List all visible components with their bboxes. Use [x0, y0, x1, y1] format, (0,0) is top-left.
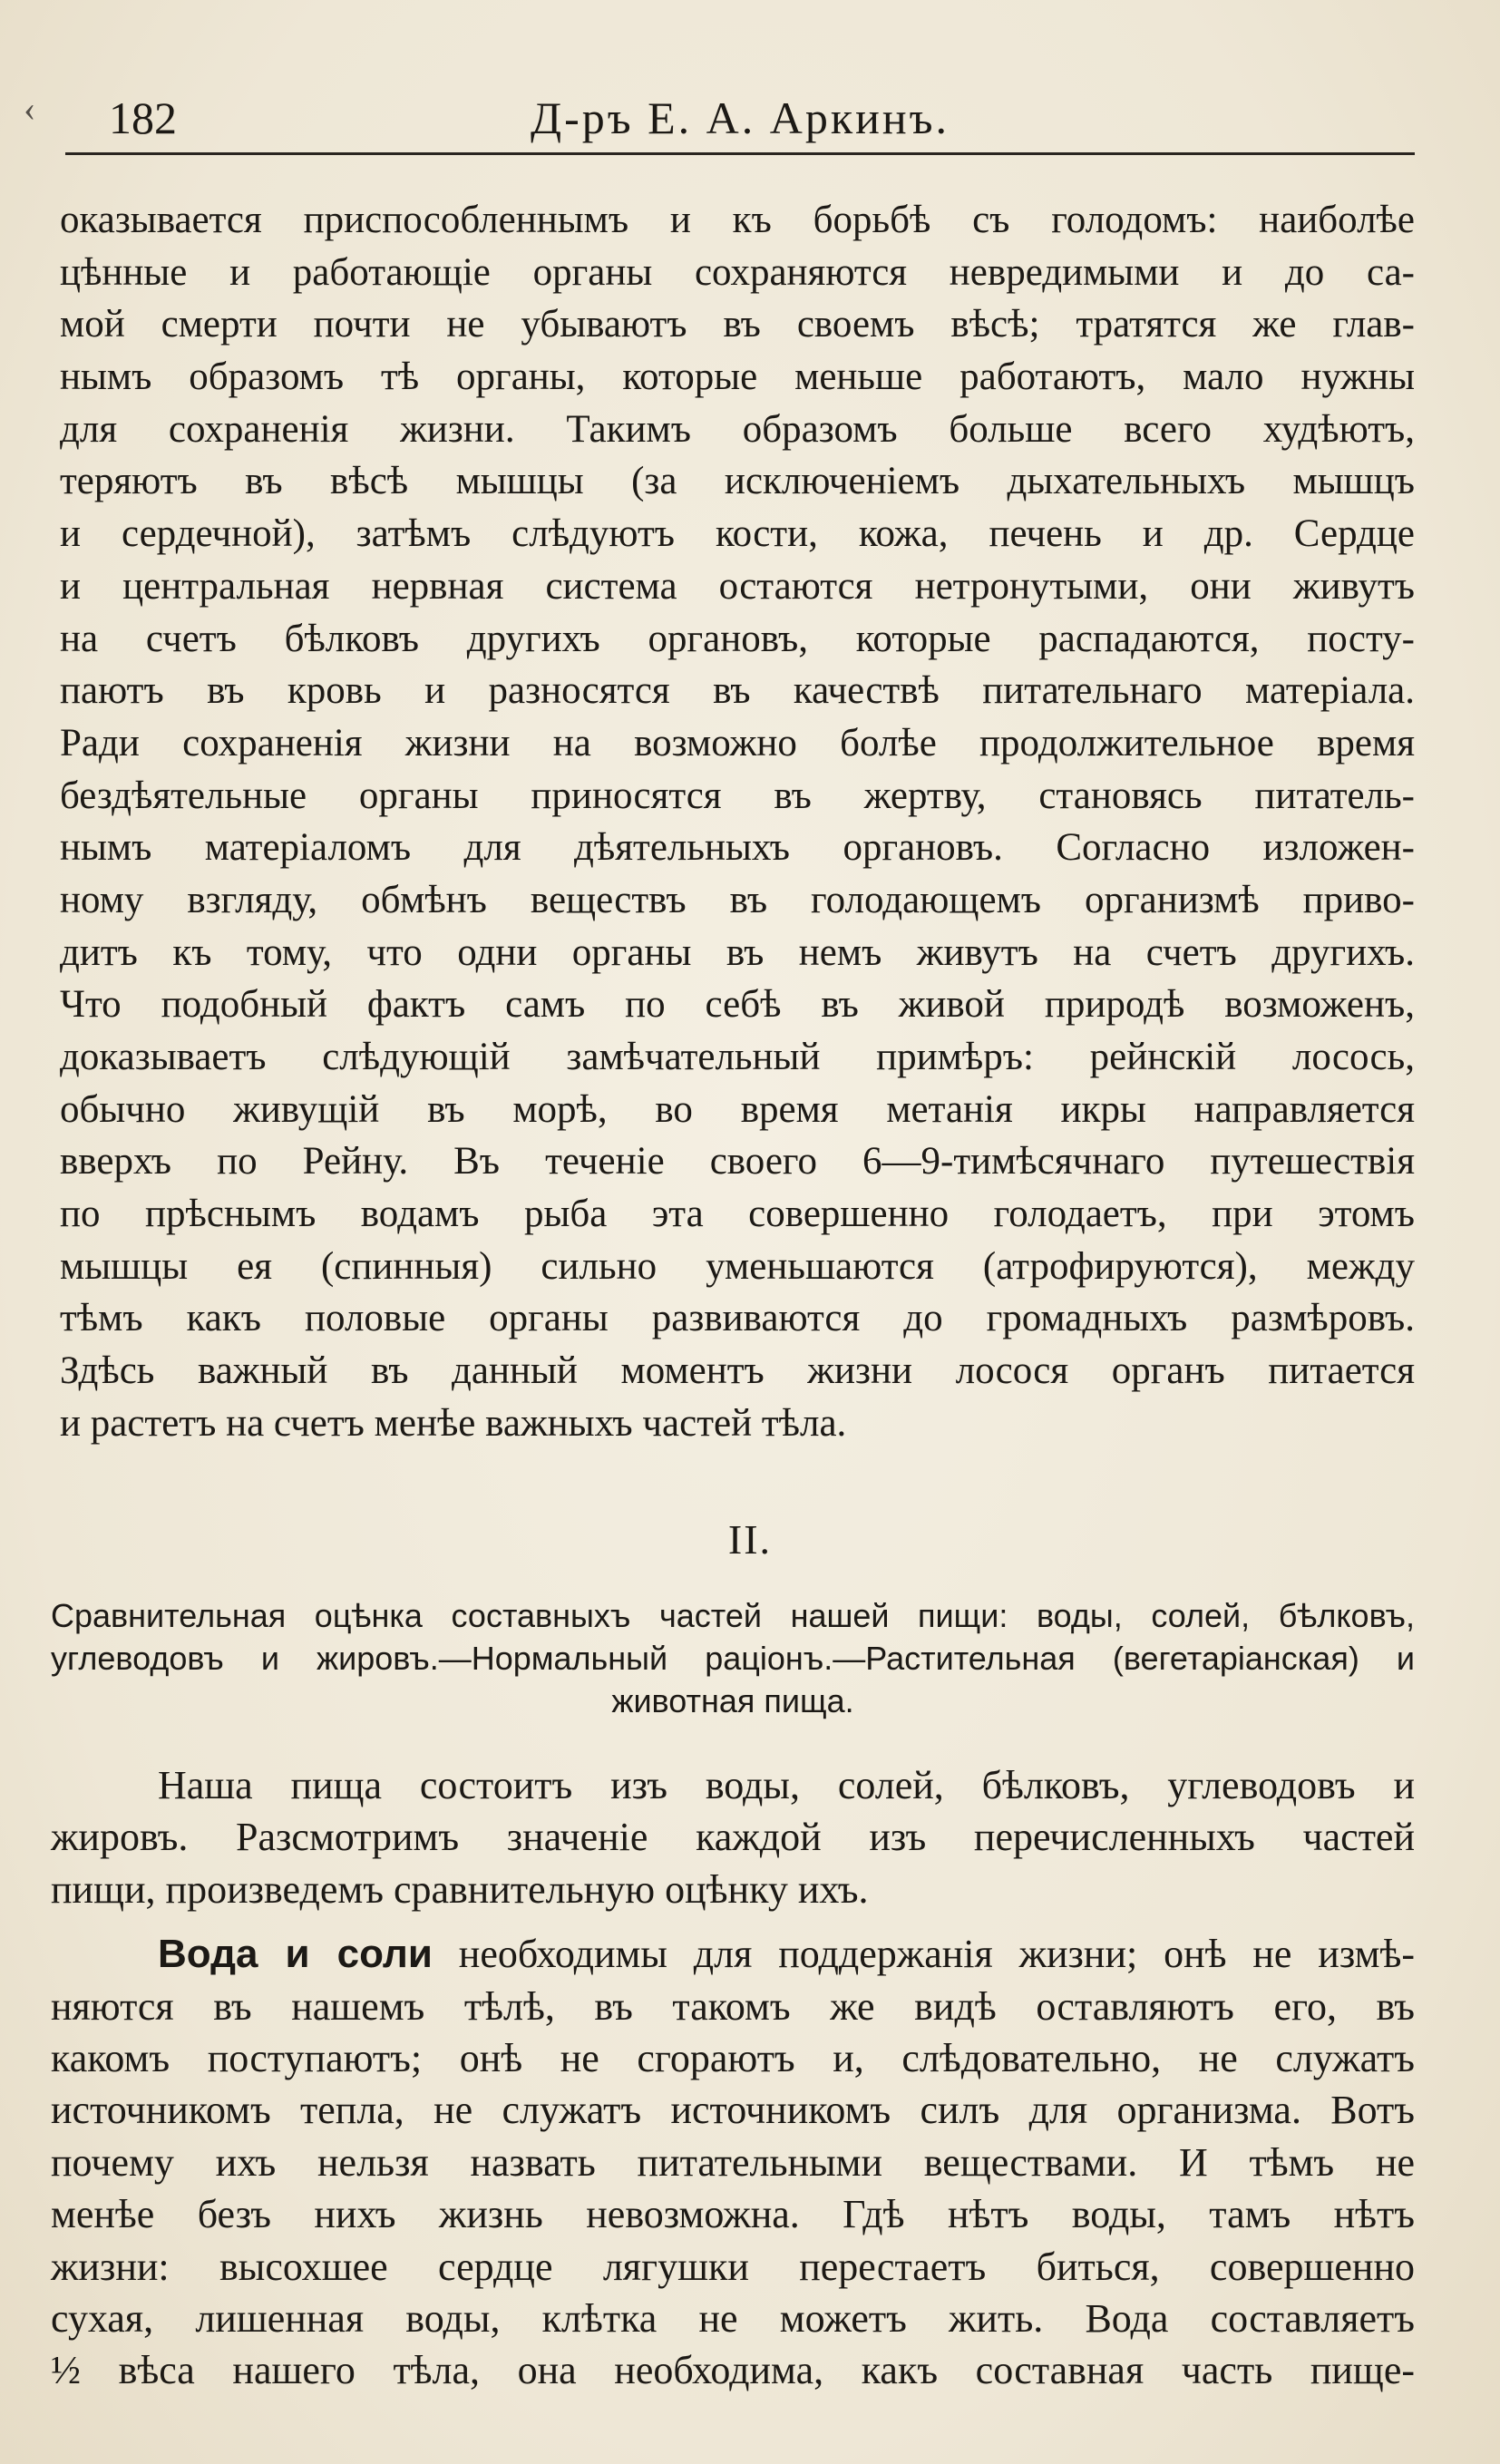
- text-line: няются въ нашемъ тѣлѣ, въ такомъ же видѣ оставляютъ его, въ: [51, 1983, 1415, 2029]
- text-line: бездѣятельные органы приносятся въ жертву, становясь питатель-: [60, 774, 1415, 817]
- text-line: Что подобный фактъ самъ по себѣ въ живой природѣ возможенъ,: [60, 983, 1415, 1027]
- text-line: нымъ матеріаломъ для дѣятельныхъ органовъ. Согласно изложен-: [60, 826, 1415, 870]
- text-line: нымъ образомъ тѣ органы, которые меньше работаютъ, мало нужны: [60, 355, 1415, 399]
- text-line: менѣе безъ нихъ жизнь невозможна. Гдѣ нѣтъ воды, тамъ нѣтъ: [51, 2192, 1415, 2237]
- page-number: 182: [109, 93, 177, 143]
- running-head: [65, 87, 1415, 155]
- section-number: II.: [727, 1516, 773, 1563]
- text-line: обычно живущій въ морѣ, во время метанія икры направляется: [60, 1087, 1415, 1131]
- text-line: Здѣсь важный въ данный моментъ жизни лосося органъ питается: [60, 1349, 1415, 1393]
- text-line: оказывается приспособленнымъ и къ борьбѣ съ голодомъ: наиболѣе: [60, 199, 1415, 241]
- text-line: ½ вѣса нашего тѣла, она необходима, какъ составная часть пище-: [51, 2348, 1415, 2393]
- section-body: [51, 1759, 1415, 2397]
- text-line: жизни: высохшее сердце лягушки перестаетъ биться, совершенно: [51, 2244, 1415, 2289]
- text-line: источникомъ тепла, не служатъ источникомъ силъ для организма. Вотъ: [51, 2088, 1415, 2133]
- bold-term: Вода и соли: [158, 1932, 433, 1977]
- text-line: тѣмъ какъ половые органы развиваются до громадныхъ размѣровъ.: [60, 1297, 1415, 1340]
- paragraph-water-and-salts: [51, 1928, 1415, 2397]
- text-line: и растетъ на счетъ менѣе важныхъ частей тѣла.: [60, 1401, 847, 1445]
- page-corner-mark: ‹: [24, 88, 36, 129]
- text-line: сухая, лишенная воды, клѣтка не можетъ жить. Вода составляетъ: [51, 2295, 1415, 2341]
- text-line: и центральная нервная система остаются нетронутыми, они живутъ: [60, 564, 1415, 608]
- text-line: мышцы ея (спинныя) сильно уменьшаются (атрофируются), между: [60, 1244, 1415, 1288]
- line-continuation: необходимы для поддержанія жизни; онѣ не измѣ-: [432, 1932, 1415, 1977]
- text-line: доказываетъ слѣдующій замѣчательный примѣръ: рейнскій лосось,: [60, 1036, 1415, 1078]
- text-line: теряютъ въ вѣсѣ мышцы (за исключеніемъ дыхательныхъ мышцъ: [60, 460, 1415, 503]
- text-line: вверхъ по Рейну. Въ теченіе своего 6—9-тимѣсячнаго путешествія: [60, 1140, 1415, 1183]
- text-line: и сердечной), затѣмъ слѣдуютъ кости, кожа, печень и др. Сердце: [60, 512, 1415, 556]
- text-line: жировъ. Разсмотримъ значеніе каждой изъ перечисленныхъ частей: [51, 1815, 1415, 1860]
- text-line: Наша пища состоитъ изъ воды, солей, бѣлковъ, углеводовъ и: [158, 1763, 1415, 1807]
- summary-line: углеводовъ и жировъ.—Нормальный раціонъ.—Растительная (вегетаріанская) и: [51, 1640, 1415, 1677]
- text-line: для сохраненія жизни. Такимъ образомъ больше всего худѣютъ,: [60, 407, 1415, 451]
- text-line: какомъ поступаютъ; онѣ не сгораютъ и, слѣдовательно, не служатъ: [51, 2035, 1415, 2080]
- summary-line: Сравнительная оцѣнка составныхъ частей нашей пищи: воды, солей, бѣлковъ,: [51, 1597, 1415, 1634]
- text-line: почему ихъ нельзя назвать питательными веществами. И тѣмъ не: [51, 2139, 1415, 2185]
- text-line: ному взгляду, обмѣнъ веществъ въ голодающемъ организмѣ приво-: [60, 878, 1415, 921]
- paragraph-gap: [51, 1915, 1415, 1928]
- text-line: на счетъ бѣлковъ другихъ органовъ, которые распадаются, посту-: [60, 617, 1415, 660]
- text-line: [51, 1928, 1415, 1980]
- paragraph-starvation-adaptation: [60, 194, 1415, 1450]
- paragraph-food-components: [51, 1759, 1415, 1915]
- running-title: Д-ръ Е. А. Аркинъ.: [530, 93, 950, 143]
- summary-line: животная пища.: [611, 1682, 854, 1719]
- text-line: мой смерти почти не убываютъ въ своемъ вѣсѣ; тратятся же глав-: [60, 303, 1415, 346]
- text-line: пищи, произведемъ сравнительную оцѣнку ихъ.: [51, 1866, 869, 1912]
- text-line: дитъ къ тому, что одни органы въ немъ живутъ на счетъ другихъ.: [60, 930, 1415, 974]
- section-summary: [51, 1594, 1415, 1722]
- text-line: Ради сохраненія жизни на возможно болѣе продолжительное время: [60, 721, 1415, 765]
- text-line: паютъ въ кровь и разносятся въ качествѣ питательнаго матеріала.: [60, 669, 1415, 713]
- text-line: по прѣснымъ водамъ рыба эта совершенно голодаетъ, при этомъ: [60, 1193, 1415, 1236]
- text-line: цѣнные и работающіе органы сохраняются невредимыми и до са-: [60, 250, 1415, 294]
